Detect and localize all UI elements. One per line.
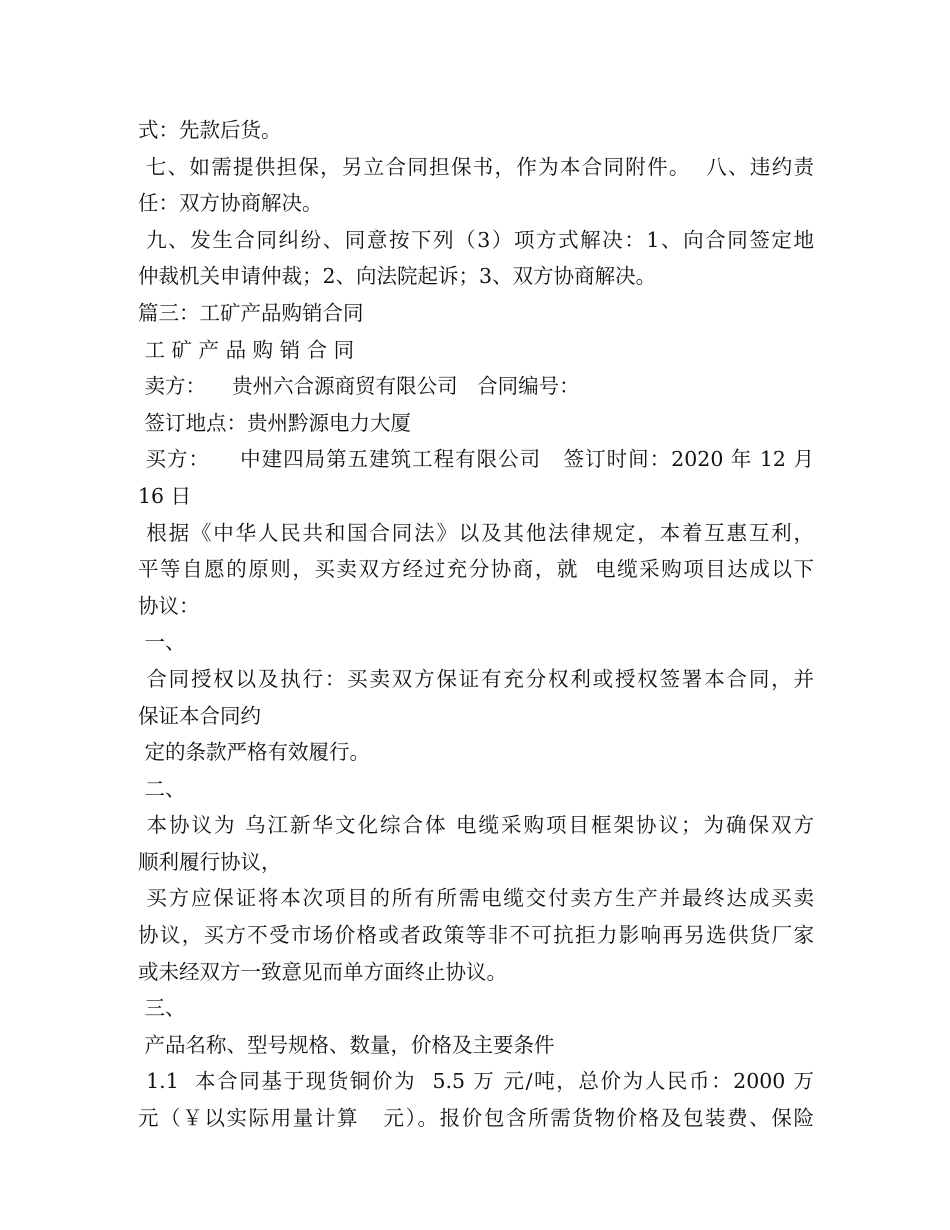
text-line: 保证本合同约 bbox=[138, 703, 261, 728]
text-line: 七、如需提供担保，另立合同担保书，作为本合同附件。 八、违约责 bbox=[138, 154, 814, 179]
text-line: 平等自愿的原则，买卖双方经过充分协商，就 电缆采购项目达成以下 bbox=[138, 557, 814, 582]
text-line: 买方应保证将本次项目的所有所需电缆交付卖方生产并最终达成买卖 bbox=[138, 886, 814, 911]
buyer-line: 买方： 中建四局第五建筑工程有限公司 签订时间：2020 年 12 月 bbox=[138, 447, 814, 472]
document-page bbox=[138, 112, 814, 1137]
seller-line: 卖方： 贵州六合源商贸有限公司 合同编号： bbox=[138, 374, 580, 399]
text-line: 产品名称、型号规格、数量，价格及主要条件 bbox=[138, 1032, 555, 1057]
text-line: 协议，买方不受市场价格或者政策等非不可抗拒力影响再另选供货厂家 bbox=[138, 923, 814, 948]
text-line: 根据《中华人民共和国合同法》以及其他法律规定，本着互惠互利， bbox=[138, 520, 814, 545]
clause-number: 二、 bbox=[138, 776, 186, 801]
text-line: 协议： bbox=[138, 593, 200, 618]
clause-number: 一、 bbox=[138, 630, 186, 655]
text-line: 任：双方协商解决。 bbox=[138, 191, 323, 216]
clause-number: 三、 bbox=[138, 996, 186, 1021]
text-line: 16 日 bbox=[138, 483, 192, 508]
text-line: 顺利履行协议， bbox=[138, 849, 282, 874]
contract-title: 工 矿 产 品 购 销 合 同 bbox=[138, 337, 355, 362]
text-line: 本协议为 乌江新华文化综合体 电缆采购项目框架协议；为确保双方 bbox=[138, 813, 814, 838]
signing-place-line: 签订地点：贵州黔源电力大厦 bbox=[138, 410, 412, 435]
text-line: 元（￥以实际用量计算 元）。报价包含所需货物价格及包装费、保险 bbox=[138, 1106, 814, 1131]
text-line: 九、发生合同纠纷、同意按下列（3）项方式解决：1、向合同签定地 bbox=[138, 227, 814, 252]
text-line: 合同授权以及执行：买卖双方保证有充分权利或授权签署本合同，并 bbox=[138, 666, 814, 691]
section-heading: 篇三：工矿产品购销合同 bbox=[138, 300, 364, 325]
text-line: 式：先款后货。 bbox=[138, 118, 282, 142]
text-line: 1.1 本合同基于现货铜价为 5.5 万 元/吨，总价为人民币：2000 万 bbox=[138, 1069, 814, 1094]
text-line: 定的条款严格有效履行。 bbox=[138, 740, 371, 765]
text-line: 或未经双方一致意见而单方面终止协议。 bbox=[138, 959, 507, 984]
text-line: 仲裁机关申请仲裁；2、向法院起诉；3、双方协商解决。 bbox=[138, 264, 657, 289]
